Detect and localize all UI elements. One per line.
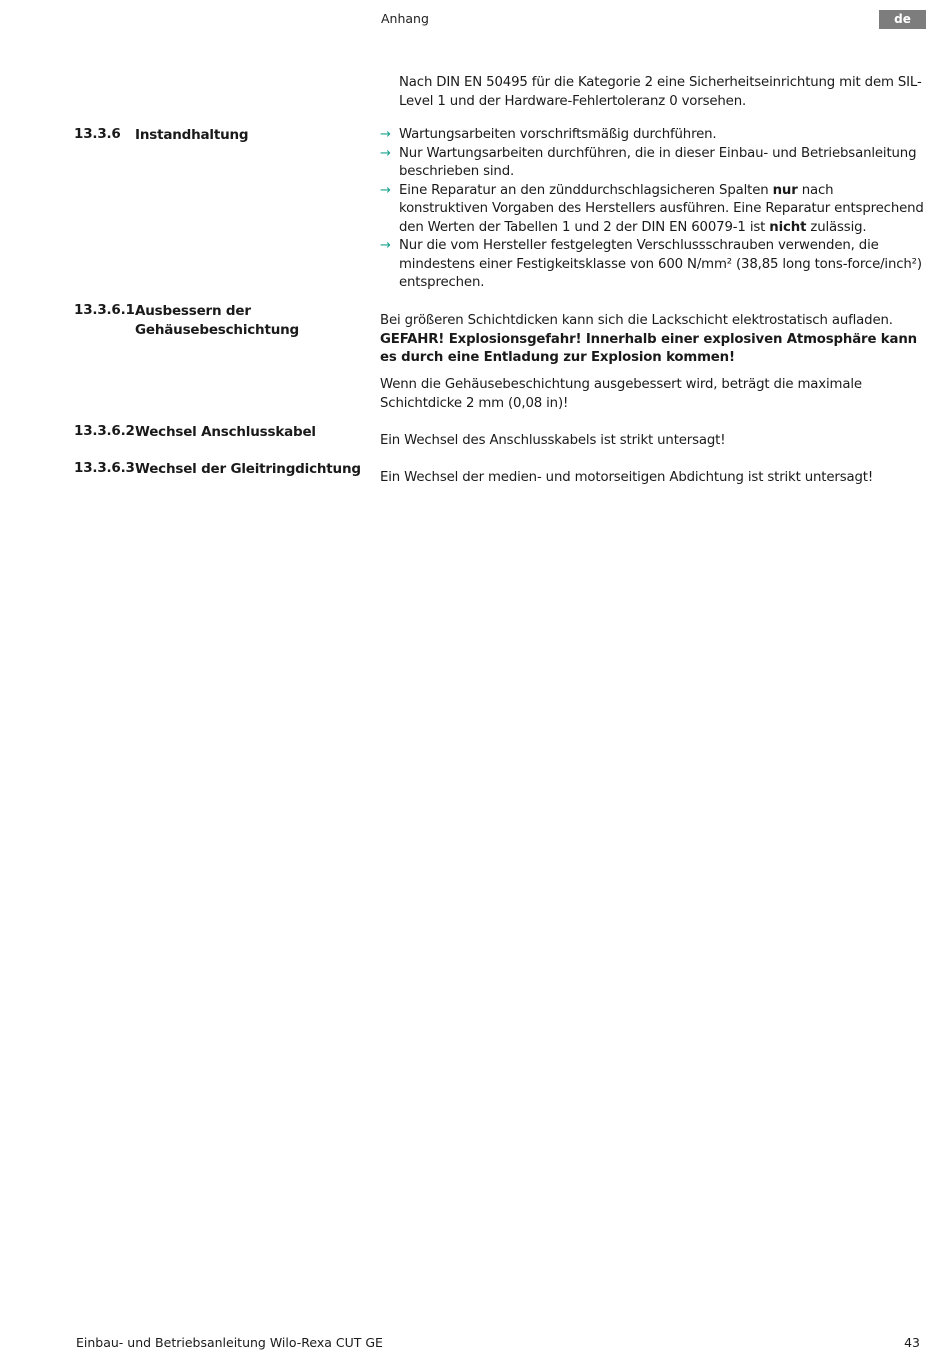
arrow-right-icon: →: [380, 127, 391, 142]
text-run: Bei größeren Schichtdicken kann sich die Lackschicht elektrostatisch aufladen.: [380, 313, 893, 328]
coating-warning-paragraph: [380, 312, 925, 368]
intro-paragraph: Nach DIN EN 50495 für die Kategorie 2 eine Sicherheitseinrichtung mit dem SIL-Level 1 und der Hardware-Fehlertoleranz 0 vorsehen.: [399, 75, 922, 109]
section-title-seal: Wechsel der Gleitringdichtung: [135, 461, 361, 477]
section-title-instandhaltung: Instandhaltung: [135, 127, 249, 143]
section-title-coating: Ausbessern der Gehäusebeschichtung: [135, 303, 300, 338]
danger-warning: GEFAHR! Explosionsgefahr! Innerhalb einer explosiven Atmosphäre kann es durch eine Entladung zur Explosion kommen!: [380, 331, 917, 365]
arrow-right-icon: →: [380, 182, 391, 198]
header-title: Anhang: [381, 11, 429, 26]
list-item-text: Wartungsarbeiten vorschriftsmäßig durchführen.: [399, 127, 717, 142]
language-badge: de: [879, 10, 926, 29]
text-run: nach konstruktiven Vorgaben des Herstellers ausführen. Eine Reparatur entsprechend den Werten der Tabellen 1 und 2 der DIN EN 60079-1 ist: [399, 182, 924, 235]
emphasis-nicht: nicht: [769, 219, 807, 235]
text-run: Eine Reparatur an den zünddurchschlagsicheren Spalten: [399, 182, 773, 198]
section-title-cable: Wechsel Anschlusskabel: [135, 424, 316, 440]
list-item: [380, 237, 925, 293]
list-item-text: Nur Wartungsarbeiten durchführen, die in dieser Einbau- und Betriebsanleitung beschrieben sind.: [399, 145, 917, 179]
list-item: [380, 182, 925, 238]
section-number-13-3-6: 13.3.6: [74, 126, 121, 142]
list-item: [380, 145, 925, 182]
text-run: zulässig.: [806, 219, 867, 235]
list-item-text: Nur die vom Hersteller festgelegten Verschlussschrauben verwenden, die mindestens einer Festigkeitsklasse von 600 N/mm² (38,85 long tons-force/inch²) entsprechen.: [399, 238, 922, 290]
seal-paragraph: Ein Wechsel der medien- und motorseitigen Abdichtung ist strikt untersagt!: [380, 470, 874, 485]
arrow-right-icon: →: [380, 238, 391, 253]
list-item: [380, 126, 925, 145]
section-number-13-3-6-1: 13.3.6.1: [74, 302, 135, 318]
arrow-right-icon: →: [380, 145, 391, 161]
section-number-13-3-6-3: 13.3.6.3: [74, 460, 135, 476]
section-number-13-3-6-2: 13.3.6.2: [74, 423, 135, 439]
emphasis-nur: nur: [772, 182, 798, 198]
maintenance-list: [380, 126, 925, 293]
coating-thickness-paragraph: Wenn die Gehäusebeschichtung ausgebessert wird, beträgt die maximale Schichtdicke 2 mm (0,08 in)!: [380, 377, 862, 411]
page-number: 43: [904, 1335, 920, 1350]
cable-paragraph: Ein Wechsel des Anschlusskabels ist strikt untersagt!: [380, 433, 726, 448]
footer-document-title: Einbau- und Betriebsanleitung Wilo-Rexa CUT GE: [76, 1335, 383, 1350]
list-item-text: [399, 183, 924, 235]
